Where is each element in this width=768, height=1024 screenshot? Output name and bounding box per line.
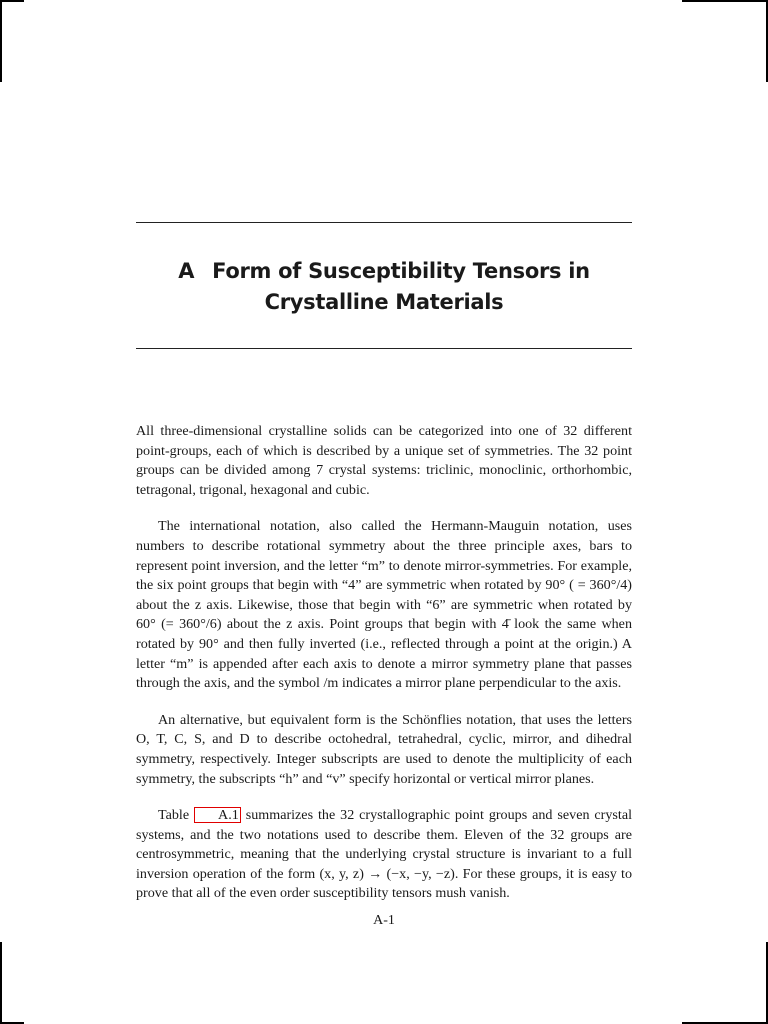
crop-mark-bottom-left-vertical	[0, 942, 2, 1024]
body-text	[136, 422, 632, 921]
table-reference-link[interactable]: A.1	[194, 807, 241, 823]
crop-mark-top-left-vertical	[0, 0, 2, 82]
crop-mark-top-right-tick	[682, 0, 768, 2]
chapter-title	[136, 256, 632, 318]
crop-mark-top-left-tick	[0, 0, 24, 2]
chapter-title-line-1	[136, 256, 632, 287]
bottom-rule	[136, 348, 632, 349]
paragraph-3: An alternative, but equivalent form is the Schönflies notation, that uses the letters O, T, C, S, and D to describe octohedral, tetrahedral, cyclic, mirror, and dihedral symmetry, respectively. Integer subscripts are used to denote the multiplicity of each symmetry, the subscripts “h” and “v” specify horizontal or vertical mirror planes.	[136, 711, 632, 787]
chapter-letter: A	[178, 259, 195, 283]
paragraph-4-start: Table	[158, 807, 195, 824]
page-number: A-1	[373, 913, 395, 928]
paragraph-1: All three-dimensional crystalline solids can be categorized into one of 32 different point-groups, each of which is described by a unique set of symmetries. The 32 point groups can be divided among 7 crystal systems: triclinic, monoclinic, orthorhombic, tetragonal, trigonal, hexagonal and cubic.	[136, 423, 632, 498]
crop-mark-top-left-horizontal	[0, 80, 2, 82]
chapter-title-text-1: Form of Susceptibility Tensors in	[212, 259, 590, 283]
top-rule	[136, 222, 632, 223]
chapter-title-line-2: Crystalline Materials	[264, 290, 504, 314]
paragraph-2: The international notation, also called the Hermann-Mauguin notation, uses numbers to describe rotational symmetry about the three principle axes, bars to represent point inversion, and the letter “m” to denote mirror-symmetries. For example, the six point groups that begin with “4” are symmetric when rotated by 90° ( = 360°/4) about the z axis. Likewise, those that begin with “6” are symmetric when rotated by 60° (= 360°/6) about the z axis. Point groups that begin with 4̄ look the same when rotated by 90° and then fully inverted (i.e., reflected through a point at the origin.) A letter “m” is appended after each axis to denote a mirror symmetry plane that passes through the axis, and the symbol /m indicates a mirror plane perpendicular to the axis.	[136, 518, 632, 692]
paragraph-4	[136, 806, 632, 904]
paragraph-4-rest: summarizes the 32 crystallographic point groups and seven crystal systems, and the two notations used to describe them. Eleven of the 32 groups are centrosymmetric, meaning that the underlying crystal structure is invariant to a full inversion operation of the form (x, y, z) → (−x, −y, −z). For these groups, it is easy to prove that all of the even order susceptibility tensors mush vanish.	[136, 807, 632, 902]
